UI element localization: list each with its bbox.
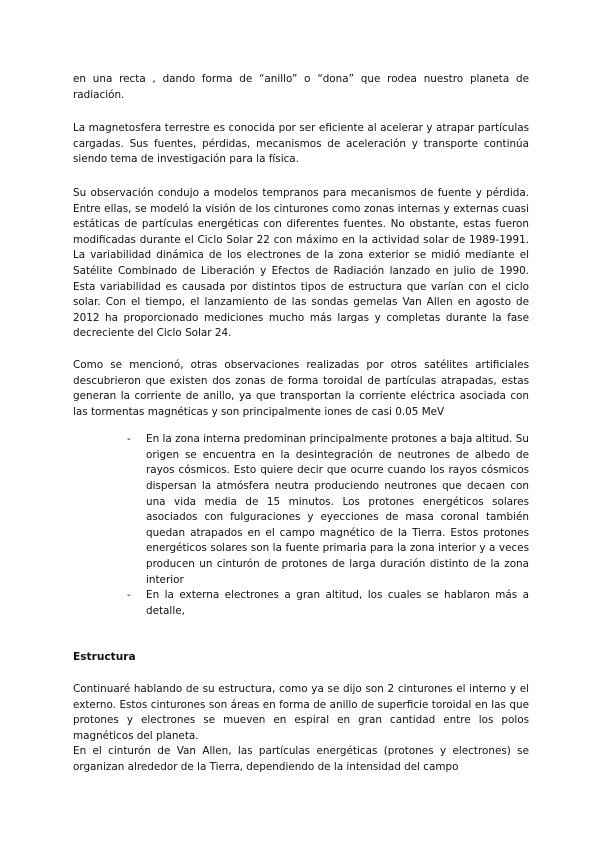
paragraph-magnetosphere: La magnetosfera terrestre es conocida por ser eficiente al acelerar y atrapar partículas cargadas. Sus fuentes, pérdidas, mecanismos de aceleración y transporte continúa siendo tema de investigación para la física. xyxy=(73,122,529,166)
section-heading: Estructura xyxy=(73,651,136,664)
paragraph-structure: Continuaré hablando de su estructura, como ya se dijo son 2 cinturones el interno y el externo. Estos cinturones son áreas en forma de anillo de superficie toroidal en las que protones y electrones se mueven en espiral en gran cantidad entre los polos magnéticos del planeta. xyxy=(73,683,529,742)
paragraph-ring-current: Como se mencionó, otras observaciones realizadas por otros satélites artificiales descubrieron que existen dos zonas de forma toroidal de partículas atrapadas, estas generan la corriente de anillo, ya que transportan la corriente eléctrica asociada con las tormentas magnéticas y son principalmente iones de casi 0.05 MeV xyxy=(73,358,529,418)
list-dash-marker: - xyxy=(127,433,131,446)
list-item-outer-zone xyxy=(127,588,529,619)
paragraph-observation-models: Su observación condujo a modelos tempranos para mecanismos de fuente y pérdida. Entre ellas, se modeló la visión de los cinturones como zonas internas y externas cuasi estáticas de partículas energéticas con diferentes fuentes. No obstante, estas fueron modificadas durante el Ciclo Solar 22 con máximo en la actividad solar de 1989-1991. La variabilidad dinámica de los electrones de la zona exterior se midió mediante el Satélite Combinado de Liberación y Efectos de Radiación lanzado en julio de 1990. Esta variabilidad es causada por distintos tipos de estructura que varían con el ciclo solar. Con el tiempo, el lanzamiento de las sondas gemelas Van Allen en agosto de 2012 ha proporcionado mediciones mucho más largas y completas durante la fase decreciente del Ciclo Solar 24. xyxy=(73,186,529,340)
list-item-text: En la externa electrones a gran altitud, los cuales se hablaron más a detalle, xyxy=(146,589,529,617)
paragraph-van-allen-belt: En el cinturón de Van Allen, las partículas energéticas (protones y electrones) se organizan alrededor de la Tierra, dependiendo de la intensidad del campo xyxy=(73,745,529,773)
paragraph-ring-shape: en una recta , dando forma de “anillo” o “dona” que rodea nuestro planeta de radiación. xyxy=(73,73,529,101)
list-item-text: En la zona interna predominan principalmente protones a baja altitud. Su origen se encuentra en la desintegración de neutrones de albedo de rayos cósmicos. Esto quiere decir que ocurre cuando los rayos cósmicos dispersan la atmósfera neutra produciendo neutrones que decaen con una vida media de 15 minutos. Los protones energéticos solares asociados con fulguraciones y eyecciones de masa coronal también quedan atrapados en el campo magnético de la Tierra. Estos protones energéticos solares son la fuente primaria para la zona interior y a veces producen un cinturón de protones de larga duración distinto de la zona interior xyxy=(146,433,529,586)
structure-section xyxy=(73,650,529,775)
list-item-inner-zone xyxy=(127,432,529,588)
list-dash-marker: - xyxy=(127,589,131,602)
belt-zones-list xyxy=(73,432,529,619)
